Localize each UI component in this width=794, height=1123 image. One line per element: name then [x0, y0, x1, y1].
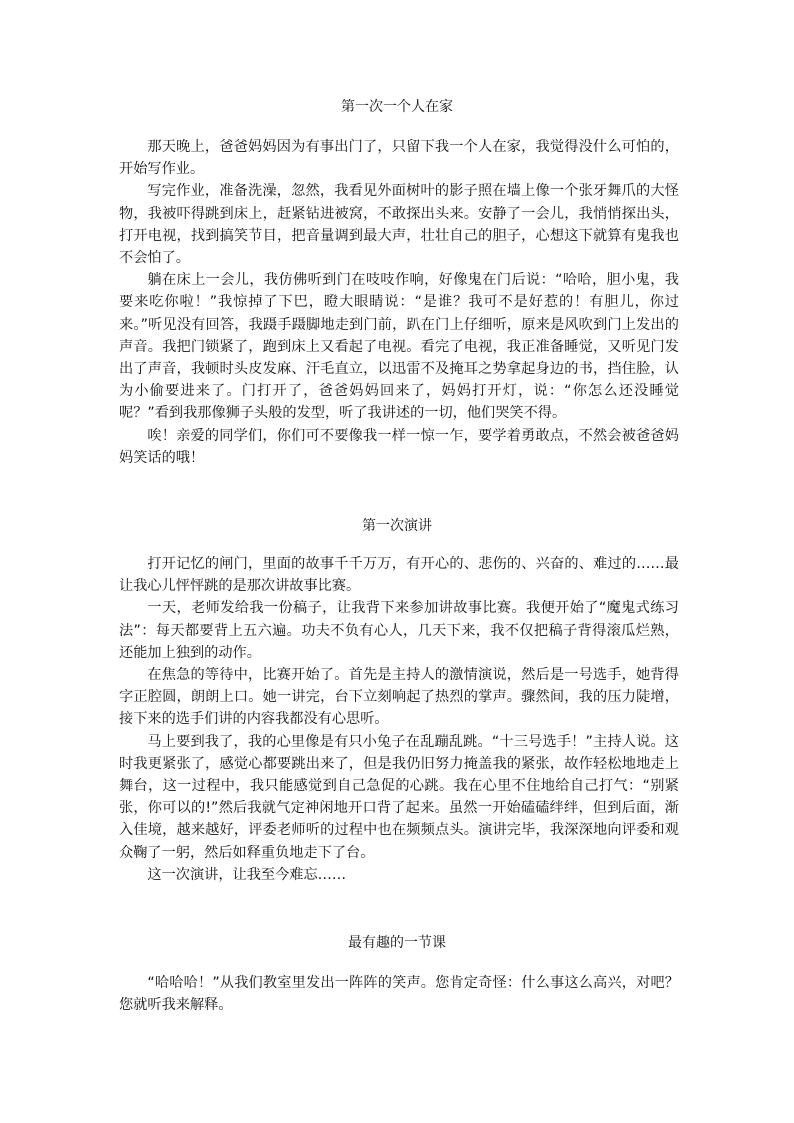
essay-body: [119, 136, 679, 469]
paragraph: 一天，老师发给我一份稿子，让我背下来参加讲故事比赛。我便开始了“魔鬼式练习法”：每天都要背上五六遍。功夫不负有心人，几天下来，我不仅把稿子背得滚瓜烂熟，还能加上独到的动作。: [119, 600, 679, 661]
essay-title: 最有趣的一节课: [348, 935, 446, 951]
paragraph: 写完作业，准备洗澡，忽然，我看见外面树叶的影子照在墙上像一个张牙舞爪的大怪物，我被吓得跳到床上，赶紧钻进被窝，不敢探出头来。安静了一会儿，我悄悄探出头，打开电视，找到搞笑节目，把音量调到最大声，壮壮自己的胆子，心想这下就算有鬼我也不会怕了。: [119, 183, 679, 267]
essay-body: [119, 972, 679, 1016]
essay-title: 第一次一个人在家: [341, 99, 453, 115]
paragraph: 这一次演讲，让我至今难忘……: [147, 866, 347, 883]
paragraph: “哈哈哈！”从我们教室里发出一阵阵的笑声。您肯定奇怪：什么事这么高兴，对吧？您就听我来解释。: [119, 975, 679, 1014]
paragraph: 打开记忆的闸门，里面的故事千千万万，有开心的、悲伤的、兴奋的、难过的……最让我心儿怦怦跳的是那次讲故事比赛。: [119, 556, 679, 595]
essay-title: 第一次演讲: [362, 518, 432, 534]
essay-body: [119, 553, 679, 886]
paragraph: 唉！亲爱的同学们，你们可不要像我一样一惊一乍，要学着勇敢点，不然会被爸爸妈妈笑话的哦！: [119, 427, 679, 466]
paragraph: 躺在床上一会儿，我仿佛听到门在吱吱作响，好像鬼在门后说：“哈哈，胆小鬼，我要来吃你啦！”我惊掉了下巴，瞪大眼睛说：“是谁？我可不是好惹的！有胆儿，你过来。”听见没有回答，我蹑手蹑脚地走到门前，趴在门上仔细听，原来是风吹到门上发出的声音。我把门锁紧了，跑到床上又看起了电视。看完了电视，我正准备睡觉，又听见门发出了声音，我顿时头皮发麻、汗毛直立，以迅雷不及掩耳之势拿起身边的书，挡住脸，认为小偷要进来了。门打开了，爸爸妈妈回来了，妈妈打开灯，说：“你怎么还没睡觉呢？”看到我那像狮子头般的发型，听了我讲述的一切，他们哭笑不得。: [119, 272, 679, 422]
paragraph: 那天晚上，爸爸妈妈因为有事出门了，只留下我一个人在家，我觉得没什么可怕的，开始写作业。: [119, 139, 679, 178]
paragraph: 在焦急的等待中，比赛开始了。首先是主持人的激情演说，然后是一号选手，她背得字正腔圆，朗朗上口。她一讲完，台下立刻响起了热烈的掌声。骤然间，我的压力陡增，接下来的选手们讲的内容我都没有心思听。: [119, 667, 679, 728]
paragraph: 马上要到我了，我的心里像是有只小兔子在乱蹦乱跳。“十三号选手！”主持人说。这时我更紧张了，感觉心都要跳出来了，但是我仍旧努力掩盖我的紧张，故作轻松地地走上舞台，这一过程中，我只能感觉到自己急促的心跳。我在心里不住地给自己打气：“别紧张，你可以的!”然后我就气定神闲地开口背了起来。虽然一开始磕磕绊绊，但到后面，渐入佳境，越来越好，评委老师听的过程中也在频频点头。演讲完毕，我深深地向评委和观众鞠了一躬，然后如释重负地走下了台。: [119, 733, 679, 861]
